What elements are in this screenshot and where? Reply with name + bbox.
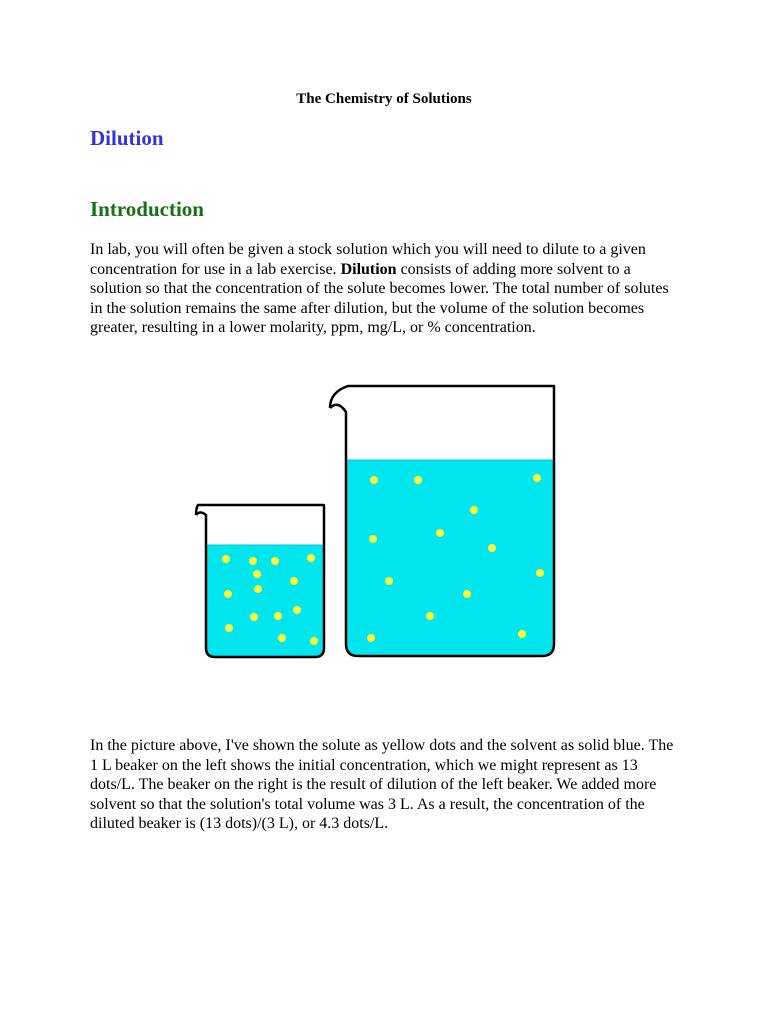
small-beaker: [196, 505, 324, 657]
document-title: The Chemistry of Solutions: [296, 91, 472, 107]
intro-paragraph: [90, 240, 680, 338]
solute-dot: [369, 535, 377, 543]
solute-dot: [225, 624, 233, 632]
solute-dot: [293, 606, 301, 614]
solute-dot: [367, 634, 375, 642]
solute-dot: [518, 630, 526, 638]
solute-dot: [533, 474, 541, 482]
beakers-illustration: [190, 382, 570, 664]
subsection-heading: Introduction: [90, 197, 204, 221]
solute-dot: [224, 590, 232, 598]
section-heading: Dilution: [90, 126, 164, 150]
dilution-bold-term: Dilution: [340, 260, 397, 278]
solute-dot: [436, 529, 444, 537]
solute-dot: [254, 585, 262, 593]
intro-text-start: In lab, you will often be given a stock solution which you will need to dilute to a given concentration for use in a lab exercise.: [90, 241, 646, 278]
solute-dot: [470, 506, 478, 514]
intro-text-end: consists of adding more solvent to a solution so that the concentration of the solute becomes lower. The total number of solutes in the solution remains the same after dilution, but the volume of the solution becomes greater, resulting in a lower molarity, ppm, mg/L, or % concentration.: [90, 260, 669, 336]
solute-dot: [307, 554, 315, 562]
solute-dot: [385, 577, 393, 585]
solute-dot: [250, 613, 258, 621]
solute-dot: [290, 577, 298, 585]
explanation-paragraph: In the picture above, I've shown the solute as yellow dots and the solvent as solid blue. The 1 L beaker on the left shows the initial concentration, which we might represent as 13 dots/L. The beaker on the right is the result of dilution of the left beaker. We added more solvent so that the solution's total volume was 3 L. As a result, the concentration of the diluted beaker is (13 dots)/(3 L), or 4.3 dots/L.: [90, 737, 674, 832]
large-beaker: [330, 386, 554, 656]
solute-dot: [274, 612, 282, 620]
solute-dot: [463, 590, 471, 598]
solute-dot: [310, 637, 318, 645]
solute-dot: [222, 555, 230, 563]
solute-dot: [271, 557, 279, 565]
large-beaker-liquid: [347, 460, 553, 655]
solute-dot: [414, 476, 422, 484]
solute-dot: [249, 557, 257, 565]
solute-dot: [426, 612, 434, 620]
solute-dot: [253, 570, 261, 578]
solute-dot: [370, 476, 378, 484]
solute-dot: [278, 634, 286, 642]
solute-dot: [488, 544, 496, 552]
solute-dot: [536, 569, 544, 577]
